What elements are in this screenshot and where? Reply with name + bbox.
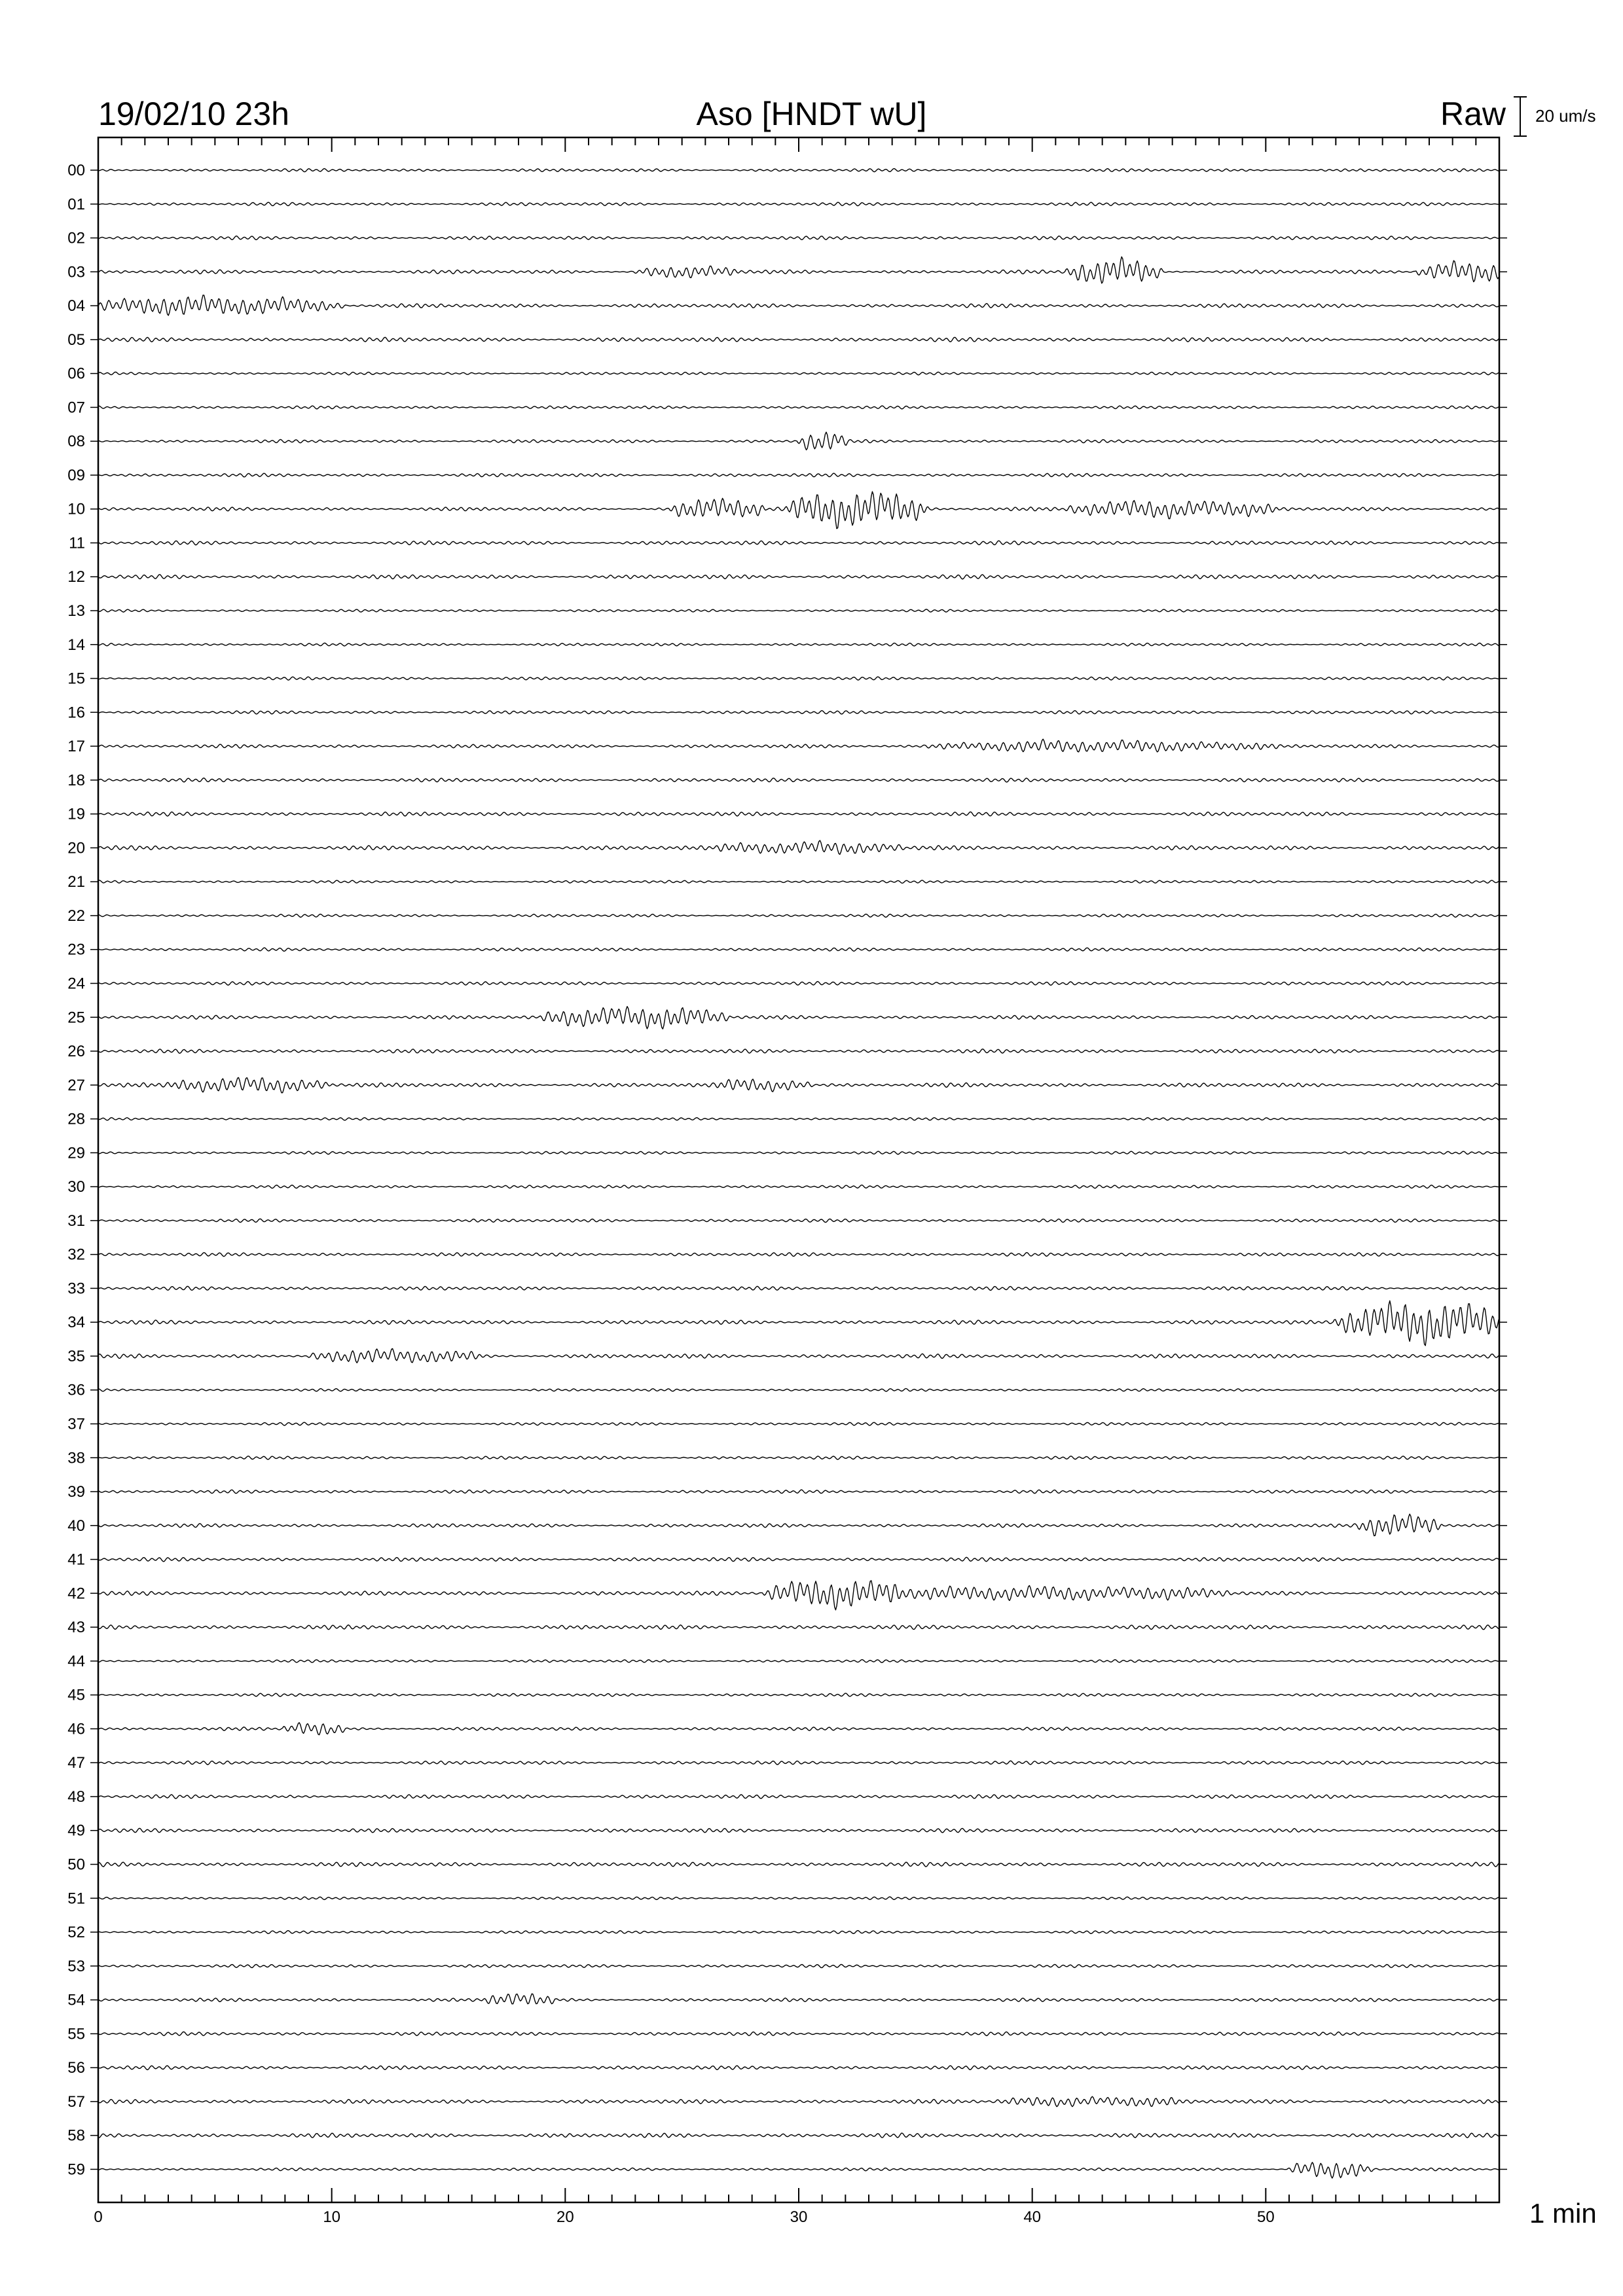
trace-line-13 bbox=[98, 609, 1499, 612]
row-label: 21 bbox=[67, 873, 85, 891]
row-label: 45 bbox=[67, 1686, 85, 1704]
row-label: 30 bbox=[67, 1178, 85, 1196]
trace-line-14 bbox=[98, 643, 1499, 646]
trace-line-34 bbox=[98, 1300, 1499, 1345]
x-axis-unit-label: 1 min bbox=[1529, 2198, 1597, 2229]
row-label: 35 bbox=[67, 1347, 85, 1365]
row-label: 56 bbox=[67, 2059, 85, 2077]
trace-line-06 bbox=[98, 372, 1499, 375]
row-label: 48 bbox=[67, 1787, 85, 1806]
row-label: 36 bbox=[67, 1381, 85, 1399]
trace-line-55 bbox=[98, 2032, 1499, 2036]
row-label: 40 bbox=[67, 1516, 85, 1535]
trace-line-57 bbox=[98, 2096, 1499, 2106]
row-label: 49 bbox=[67, 1821, 85, 1840]
row-label: 17 bbox=[67, 738, 85, 756]
row-label: 53 bbox=[67, 1957, 85, 1975]
row-label: 31 bbox=[67, 1211, 85, 1230]
trace-line-36 bbox=[98, 1389, 1499, 1391]
row-label: 05 bbox=[67, 331, 85, 349]
x-tick-label: 0 bbox=[94, 2208, 103, 2226]
trace-line-10 bbox=[98, 492, 1499, 529]
row-label: 52 bbox=[67, 1924, 85, 1942]
trace-line-27 bbox=[98, 1077, 1499, 1092]
trace-line-30 bbox=[98, 1185, 1499, 1189]
row-label: 08 bbox=[67, 433, 85, 451]
x-axis-tick-labels bbox=[94, 2208, 1274, 2226]
trace-line-24 bbox=[98, 982, 1499, 986]
chart-mode: Raw bbox=[1440, 96, 1506, 132]
row-label: 54 bbox=[67, 1991, 85, 2009]
row-label: 00 bbox=[67, 162, 85, 179]
trace-line-47 bbox=[98, 1761, 1499, 1765]
trace-line-42 bbox=[98, 1581, 1499, 1610]
seismic-traces bbox=[98, 169, 1499, 2178]
row-label: 15 bbox=[67, 670, 85, 688]
row-label: 39 bbox=[67, 1483, 85, 1501]
row-label: 32 bbox=[67, 1246, 85, 1264]
row-label: 47 bbox=[67, 1754, 85, 1772]
trace-line-56 bbox=[98, 2066, 1499, 2070]
row-label: 29 bbox=[67, 1144, 85, 1162]
trace-line-15 bbox=[98, 677, 1499, 680]
row-label: 06 bbox=[67, 365, 85, 383]
row-label: 25 bbox=[67, 1009, 85, 1027]
trace-line-53 bbox=[98, 1964, 1499, 1967]
trace-line-33 bbox=[98, 1286, 1499, 1290]
row-label: 22 bbox=[67, 906, 85, 925]
row-label: 59 bbox=[67, 2161, 85, 2179]
row-label: 51 bbox=[67, 1890, 85, 1908]
trace-line-35 bbox=[98, 1349, 1499, 1363]
trace-line-04 bbox=[98, 295, 1499, 315]
trace-line-58 bbox=[98, 2133, 1499, 2138]
trace-line-46 bbox=[98, 1723, 1499, 1735]
trace-line-12 bbox=[98, 575, 1499, 579]
chart-title: Aso [HNDT wU] bbox=[696, 96, 927, 132]
trace-line-32 bbox=[98, 1253, 1499, 1257]
trace-line-02 bbox=[98, 236, 1499, 240]
trace-line-21 bbox=[98, 880, 1499, 883]
row-label: 19 bbox=[67, 805, 85, 823]
trace-line-28 bbox=[98, 1118, 1499, 1121]
trace-line-01 bbox=[98, 202, 1499, 206]
trace-line-45 bbox=[98, 1693, 1499, 1696]
amplitude-scale-bar bbox=[1514, 97, 1527, 136]
trace-line-05 bbox=[98, 337, 1499, 342]
x-tick-label: 20 bbox=[556, 2208, 574, 2226]
row-label: 33 bbox=[67, 1280, 85, 1298]
trace-line-22 bbox=[98, 914, 1499, 918]
trace-line-23 bbox=[98, 948, 1499, 951]
row-label: 43 bbox=[67, 1619, 85, 1637]
trace-line-11 bbox=[98, 541, 1499, 545]
trace-line-40 bbox=[98, 1514, 1499, 1535]
trace-line-09 bbox=[98, 473, 1499, 477]
row-label: 42 bbox=[67, 1585, 85, 1603]
x-axis-ticks bbox=[98, 137, 1499, 2202]
trace-line-49 bbox=[98, 1829, 1499, 1833]
row-label: 03 bbox=[67, 263, 85, 281]
row-label: 12 bbox=[67, 568, 85, 586]
plot-frame bbox=[98, 137, 1499, 2202]
trace-line-50 bbox=[98, 1862, 1499, 1867]
row-label: 28 bbox=[67, 1110, 85, 1128]
row-label: 38 bbox=[67, 1449, 85, 1467]
trace-line-44 bbox=[98, 1660, 1499, 1663]
trace-line-16 bbox=[98, 711, 1499, 714]
x-tick-label: 40 bbox=[1023, 2208, 1042, 2226]
row-label: 16 bbox=[67, 704, 85, 722]
x-tick-label: 10 bbox=[323, 2208, 341, 2226]
trace-line-17 bbox=[98, 739, 1499, 752]
amplitude-scale-label: 20 um/s bbox=[1535, 106, 1596, 126]
trace-line-51 bbox=[98, 1897, 1499, 1899]
trace-line-18 bbox=[98, 778, 1499, 782]
trace-line-41 bbox=[98, 1557, 1499, 1562]
chart-date: 19/02/10 23h bbox=[98, 96, 289, 132]
row-label: 55 bbox=[67, 2025, 85, 2043]
trace-line-26 bbox=[98, 1049, 1499, 1054]
trace-line-37 bbox=[98, 1422, 1499, 1426]
row-label: 50 bbox=[67, 1856, 85, 1874]
row-label: 41 bbox=[67, 1551, 85, 1569]
row-label: 07 bbox=[67, 399, 85, 417]
row-label: 13 bbox=[67, 602, 85, 620]
trace-line-31 bbox=[98, 1219, 1499, 1222]
row-labels bbox=[67, 162, 1507, 2178]
x-tick-label: 50 bbox=[1256, 2208, 1275, 2226]
trace-line-00 bbox=[98, 169, 1499, 172]
row-label: 58 bbox=[67, 2126, 85, 2145]
trace-line-03 bbox=[98, 257, 1499, 283]
trace-line-59 bbox=[98, 2162, 1499, 2178]
row-label: 10 bbox=[67, 500, 85, 518]
row-label: 09 bbox=[67, 466, 85, 484]
row-label: 18 bbox=[67, 771, 85, 789]
row-label: 57 bbox=[67, 2092, 85, 2111]
row-label: 11 bbox=[69, 534, 85, 552]
row-label: 26 bbox=[67, 1043, 85, 1061]
trace-line-08 bbox=[98, 432, 1499, 450]
trace-line-48 bbox=[98, 1795, 1499, 1799]
trace-line-52 bbox=[98, 1931, 1499, 1934]
row-label: 02 bbox=[67, 229, 85, 247]
x-tick-label: 30 bbox=[790, 2208, 808, 2226]
trace-line-54 bbox=[98, 1994, 1499, 2004]
trace-line-20 bbox=[98, 840, 1499, 854]
row-label: 14 bbox=[67, 636, 85, 654]
trace-line-38 bbox=[98, 1456, 1499, 1460]
row-label: 23 bbox=[67, 941, 85, 959]
trace-line-39 bbox=[98, 1490, 1499, 1494]
row-label: 01 bbox=[67, 195, 85, 213]
trace-line-07 bbox=[98, 406, 1499, 409]
row-label: 46 bbox=[67, 1720, 85, 1738]
row-label: 34 bbox=[67, 1314, 85, 1332]
row-label: 04 bbox=[67, 297, 85, 315]
trace-line-29 bbox=[98, 1151, 1499, 1155]
trace-line-43 bbox=[98, 1625, 1499, 1630]
row-label: 20 bbox=[67, 839, 85, 857]
trace-line-25 bbox=[98, 1007, 1499, 1029]
trace-line-19 bbox=[98, 812, 1499, 816]
row-label: 44 bbox=[67, 1652, 85, 1670]
row-label: 37 bbox=[67, 1415, 85, 1433]
row-label: 24 bbox=[67, 975, 85, 993]
row-label: 27 bbox=[67, 1076, 85, 1094]
